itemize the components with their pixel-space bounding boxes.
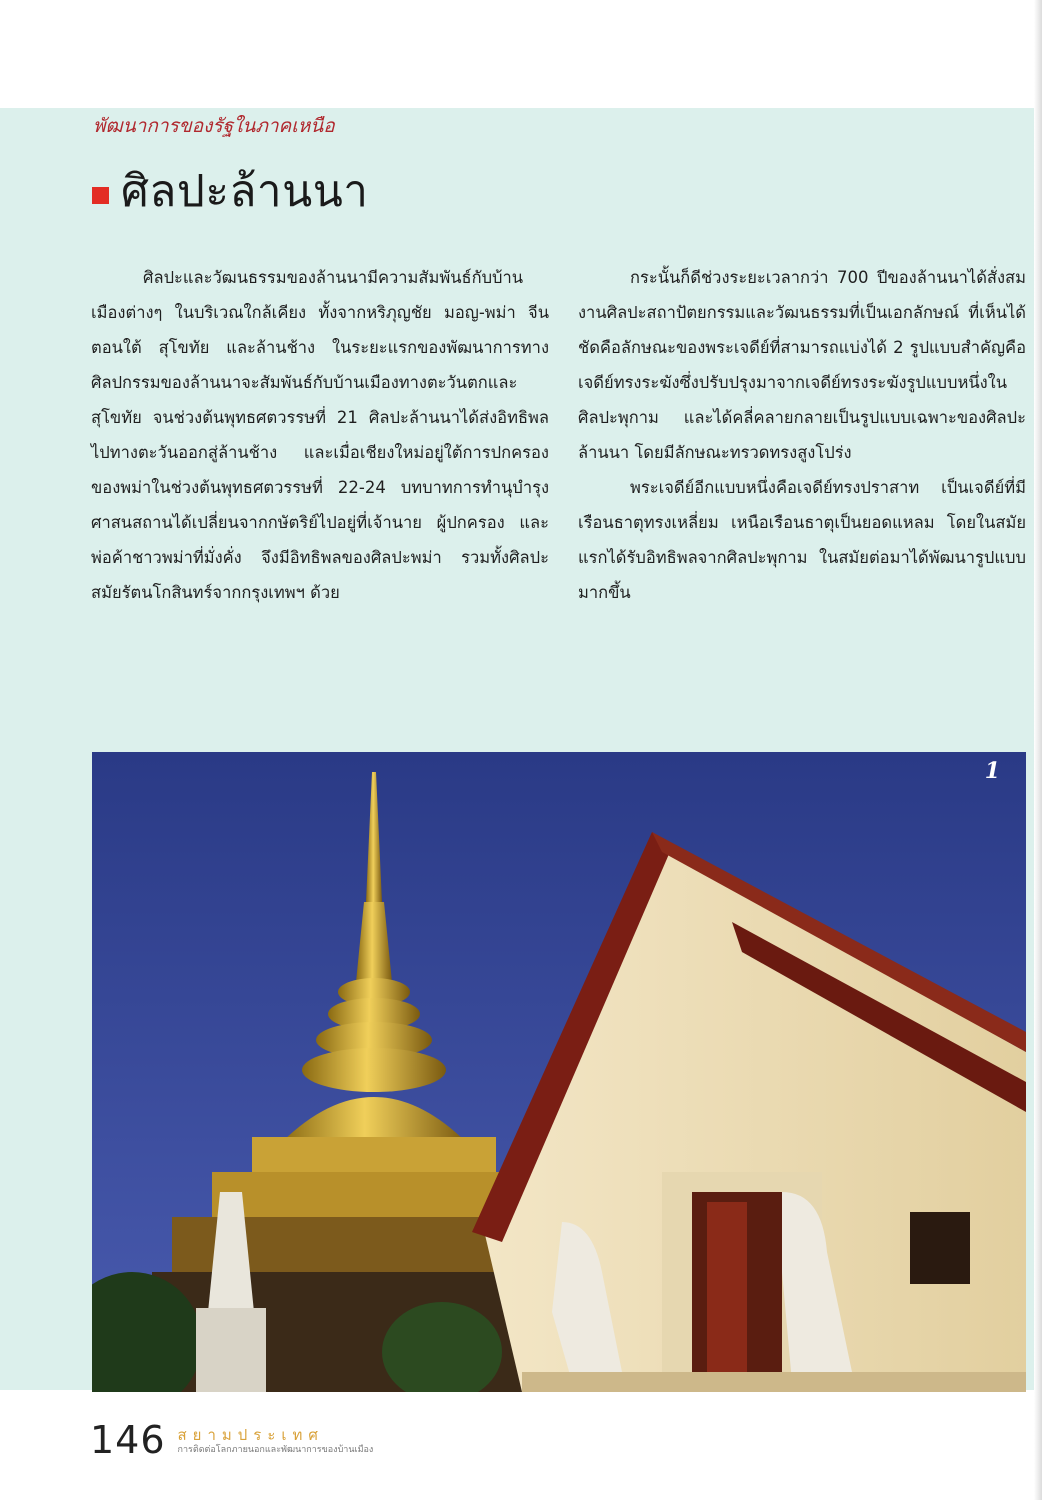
- book-title: สยามประเทศ: [177, 1426, 324, 1444]
- page-footer: [90, 1412, 373, 1462]
- paragraph: ศิลปะและวัฒนธรรมของล้านนามีความสัมพันธ์กับบ้านเมืองต่างๆ ในบริเวณใกล้เคียง ทั้งจากหริภุญชัย มอญ-พม่า จีนตอนใต้ สุโขทัย และล้านช้าง ในระยะแรกของพัฒนาการทางศิลปกรรมของล้านนาจะสัมพันธ์กับบ้านเมืองทางตะวันตกและสุโขทัย จนช่วงต้นพุทธศตวรรษที่ 21 ศิลปะล้านนาได้ส่งอิทธิพลไปทางตะวันออกสู่ล้านช้าง และเมื่อเชียงใหม่อยู่ใต้การปกครองของพม่าในช่วงต้นพุทธศตวรรษที่ 22-24 บทบาทการทำนุบำรุงศาสนสถานได้เปลี่ยนจากกษัตริย์ไปอยู่ที่เจ้านาย ผู้ปกครอง และพ่อค้าชาวพม่าที่มั่งคั่ง จึงมีอิทธิพลของศิลปะพม่า รวมทั้งศิลปะสมัยรัตนโกสินทร์จากกรุงเทพฯ ด้วย: [91, 268, 549, 602]
- page-title: ศิลปะล้านนา: [121, 166, 369, 217]
- temple-photo: [92, 752, 1026, 1392]
- text-column-left: [91, 260, 549, 610]
- paragraph: กระนั้นก็ดีช่วงระยะเวลากว่า 700 ปีของล้านนาได้สั่งสมงานศิลปะสถาปัตยกรรมและวัฒนธรรมที่เป็นเอกลักษณ์ ที่เห็นได้ชัดคือลักษณะของพระเจดีย์ที่สามารถแบ่งได้ 2 รูปแบบสำคัญคือ เจดีย์ทรงระฆังซึ่งปรับปรุงมาจากเจดีย์ทรงระฆังรูปแบบหนึ่งในศิลปะพุกาม และได้คลี่คลายกลายเป็นรูปแบบเฉพาะของศิลปะล้านนา โดยมีลักษณะทรวดทรงสูงโปร่ง: [578, 268, 1026, 462]
- page-number: 146: [90, 1418, 166, 1462]
- temple-photo-illustration: [92, 752, 1026, 1392]
- paragraph: พระเจดีย์อีกแบบหนึ่งคือเจดีย์ทรงปราสาท เป็นเจดีย์ที่มีเรือนธาตุทรงเหลี่ยม เหนือเรือนธาตุเป็นยอดแหลม โดยในสมัยแรกได้รับอิทธิพลจากศิลปะพุกาม ในสมัยต่อมาได้พัฒนารูปแบบมากขึ้น: [578, 478, 1026, 602]
- book-branding: [178, 1426, 374, 1462]
- photo-number: 1: [984, 758, 1000, 784]
- page-edge-shadow: [1034, 0, 1042, 1500]
- title-row: [92, 158, 369, 224]
- book-subtitle: การติดต่อโลกภายนอกและพัฒนาการของบ้านเมือง: [177, 1445, 374, 1455]
- title-marker-square: [92, 187, 109, 204]
- section-kicker: พัฒนาการของรัฐในภาคเหนือ: [93, 115, 335, 137]
- text-column-right: [578, 260, 1026, 610]
